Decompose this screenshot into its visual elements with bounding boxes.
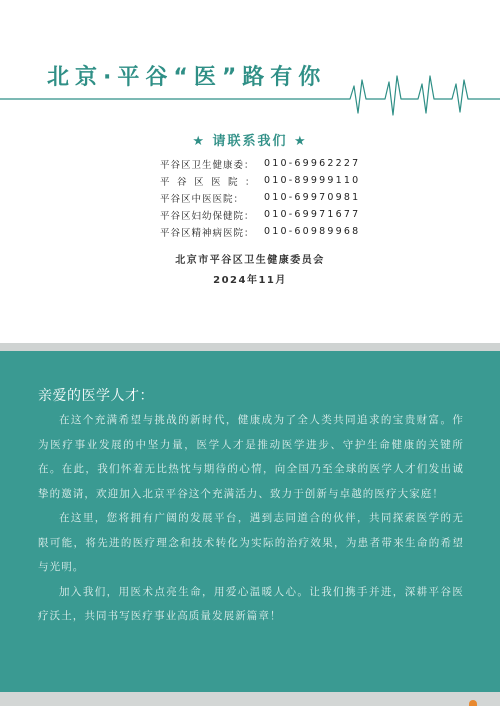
contact-phone: 010-89999110 <box>264 175 361 186</box>
heartbeat-line-icon <box>0 70 500 120</box>
contact-name: 平谷区卫生健康委： <box>160 159 255 171</box>
contact-name: 平谷区精神病医院： <box>160 227 255 239</box>
corner-mark <box>469 700 477 706</box>
letter-body <box>38 408 464 629</box>
contact-phone: 010-69971677 <box>264 209 361 220</box>
letter-paragraph: 加入我们，用医术点亮生命，用爱心温暖人心。让我们携手并进，深耕平谷医疗沃土，共同书写医疗事业高质量发展新篇章！ <box>38 585 464 622</box>
contact-name: 平谷区中医医院： <box>160 193 245 205</box>
contact-list <box>160 155 360 240</box>
page-title: 北京·平谷“医”路有你 <box>47 65 327 90</box>
contact-row <box>160 206 360 223</box>
contact-row <box>160 172 360 189</box>
contact-phone: 010-60989968 <box>264 226 361 237</box>
contact-row <box>160 189 360 206</box>
contact-row <box>160 155 360 172</box>
contact-row <box>160 223 360 240</box>
contact-name: 平谷区妇幼保健院： <box>160 210 255 222</box>
contact-name: 平谷区医院： <box>160 176 263 188</box>
organization-name: 北京市平谷区卫生健康委员会 <box>175 255 325 266</box>
contact-phone: 010-69970981 <box>264 192 361 203</box>
letter-greeting: 亲爱的医学人才： <box>38 388 154 404</box>
footer-band <box>0 692 500 706</box>
divider-band <box>0 343 500 351</box>
letter-paragraph: 在这里，您将拥有广阔的发展平台，遇到志同道合的伙伴，共同探索医学的无限可能，将先进的医疗理念和技术转化为实际的治疗效果，为患者带来生命的希望与光明。 <box>38 512 464 573</box>
contact-heading: ★ 请联系我们 ★ <box>192 134 308 149</box>
contact-phone: 010-69962227 <box>264 158 361 169</box>
issue-date: 2024年11月 <box>213 275 287 286</box>
letter-paragraph: 在这个充满希望与挑战的新时代，健康成为了全人类共同追求的宝贵财富。作为医疗事业发展的中坚力量，医学人才是推动医学进步、守护生命健康的关键所在。在此，我们怀着无比热忱与期待的心情，向全国乃至全球的医学人才们发出诚挚的邀请，欢迎加入北京平谷这个充满活力、致力于创新与卓越的医疗大家庭！ <box>38 414 464 500</box>
